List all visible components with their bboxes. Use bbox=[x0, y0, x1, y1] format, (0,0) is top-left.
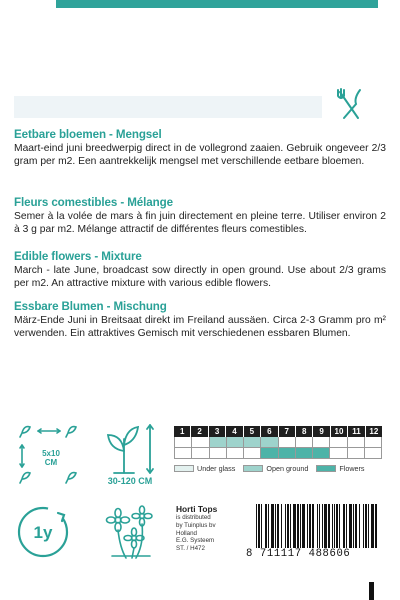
section-title: Essbare Blumen - Mischung bbox=[14, 300, 167, 313]
legend-label: Open ground bbox=[266, 464, 309, 473]
barcode-bar bbox=[365, 504, 367, 548]
flowers-icon bbox=[102, 504, 160, 562]
calendar-cell bbox=[175, 448, 192, 458]
month-label: 4 bbox=[226, 426, 243, 437]
calendar-cell bbox=[227, 437, 244, 447]
barcode-bar bbox=[307, 504, 308, 548]
calendar-cell bbox=[330, 448, 347, 458]
spacing-label bbox=[36, 449, 66, 467]
calendar-cell bbox=[227, 448, 244, 458]
edge-mark bbox=[369, 582, 374, 600]
spacing-value: 5x10 bbox=[42, 449, 60, 458]
barcode-bar bbox=[363, 504, 364, 548]
barcode-bar bbox=[300, 504, 301, 548]
brand-line: E.G. Systeem bbox=[176, 537, 215, 545]
calendar-legend bbox=[174, 464, 382, 473]
barcode-bar bbox=[349, 504, 352, 548]
barcode-bar bbox=[359, 504, 360, 548]
section-fr bbox=[14, 196, 386, 236]
calendar-cell bbox=[313, 437, 330, 447]
section-body: Semer à la volée de mars à fin juin directement en pleine terre. Utiliser environ 2 à 3 g par m2. Mélange attractif de différentes fleurs comestibles. bbox=[14, 211, 386, 235]
barcode-bar bbox=[336, 504, 338, 548]
barcode-bar bbox=[368, 504, 369, 548]
calendar-row-open-ground bbox=[174, 437, 382, 448]
barcode-bar bbox=[328, 504, 330, 548]
barcode-bar bbox=[309, 504, 311, 548]
month-label: 1 bbox=[174, 426, 191, 437]
variety-name-box bbox=[14, 96, 322, 118]
calendar-cell bbox=[296, 448, 313, 458]
calendar-cell bbox=[210, 437, 227, 447]
barcode-number: 8 711117 488606 bbox=[246, 548, 351, 560]
brand-line: ST. / H472 bbox=[176, 545, 205, 553]
barcode-bar bbox=[261, 504, 262, 548]
barcode-bar bbox=[346, 504, 347, 548]
month-label: 11 bbox=[348, 426, 365, 437]
calendar-cell bbox=[175, 437, 192, 447]
calendar-cell bbox=[330, 437, 347, 447]
barcode-bar bbox=[256, 504, 257, 548]
legend-label: Under glass bbox=[197, 464, 236, 473]
calendar-cell bbox=[244, 448, 261, 458]
section-title: Fleurs comestibles - Mélange bbox=[14, 196, 173, 209]
height-range: 30-120 CM bbox=[107, 476, 153, 486]
spacing-unit: CM bbox=[44, 458, 58, 467]
calendar-cell bbox=[261, 448, 278, 458]
brand-line: Holland bbox=[176, 529, 197, 537]
annual-cycle-icon bbox=[16, 505, 70, 559]
barcode-bar bbox=[324, 504, 327, 548]
barcode-bar bbox=[334, 504, 335, 548]
month-label: 12 bbox=[369, 427, 379, 436]
barcode-bar bbox=[265, 504, 267, 548]
barcode-bar bbox=[353, 504, 354, 548]
legend-label: Flowers bbox=[339, 464, 365, 473]
barcode-bar bbox=[319, 504, 320, 548]
section-nl bbox=[14, 128, 386, 168]
barcode-bar bbox=[275, 504, 276, 548]
distributor-info bbox=[176, 504, 248, 553]
calendar-cell bbox=[296, 437, 313, 447]
barcode-bar bbox=[332, 504, 333, 548]
calendar-row-flowers bbox=[174, 448, 382, 459]
calendar-cell bbox=[313, 448, 330, 458]
barcode-bar bbox=[277, 504, 279, 548]
barcode-bar bbox=[312, 504, 314, 548]
brand-name: Horti Tops bbox=[176, 504, 218, 514]
barcode-bar bbox=[322, 504, 323, 548]
month-label: 3 bbox=[209, 426, 226, 437]
barcode-bar bbox=[271, 504, 274, 548]
barcode-bar bbox=[371, 504, 374, 548]
brand-line: is distributed bbox=[176, 514, 211, 521]
barcode-bar bbox=[343, 504, 345, 548]
section-body: Maart-eind juni breedwerpig direct in de vollegrond zaaien. Gebruik ongeveer 2/3 gram per m2. Een aantrekkelijk mengsel met verschillende eetbare bloemen. bbox=[14, 143, 386, 167]
section-title: Edible flowers - Mixture bbox=[14, 250, 142, 263]
calendar-months bbox=[174, 426, 382, 437]
fork-knife-icon bbox=[334, 86, 366, 122]
month-label: 2 bbox=[191, 426, 208, 437]
barcode-bar bbox=[317, 504, 318, 548]
barcode-bar bbox=[297, 504, 299, 548]
month-label: 7 bbox=[279, 426, 296, 437]
barcode-bar bbox=[355, 504, 357, 548]
calendar-cell bbox=[348, 448, 365, 458]
month-label: 9 bbox=[313, 426, 330, 437]
barcode-bar bbox=[287, 504, 289, 548]
calendar-cell bbox=[192, 437, 209, 447]
barcode-bar bbox=[281, 504, 282, 548]
month-label: 5 bbox=[244, 426, 261, 437]
barcode-bar bbox=[302, 504, 305, 548]
section-title: Eetbare bloemen - Mengsel bbox=[14, 128, 162, 141]
barcode-bar bbox=[339, 504, 340, 548]
month-label: 10 bbox=[331, 426, 348, 437]
top-color-bar bbox=[56, 0, 378, 8]
lifecycle-label: 1y bbox=[33, 523, 53, 542]
calendar-cell bbox=[210, 448, 227, 458]
calendar-cell bbox=[244, 437, 261, 447]
calendar-cell bbox=[365, 448, 382, 458]
sowing-calendar bbox=[174, 426, 382, 473]
calendar-cell bbox=[365, 437, 382, 447]
barcode bbox=[254, 504, 378, 548]
legend-swatch-open-ground bbox=[243, 465, 263, 472]
legend-swatch-flowers bbox=[316, 465, 336, 472]
brand-line: by Tuinplus bv bbox=[176, 521, 216, 529]
calendar-cell bbox=[279, 448, 296, 458]
section-en bbox=[14, 250, 386, 290]
calendar-cell bbox=[261, 437, 278, 447]
legend-swatch-under-glass bbox=[174, 465, 194, 472]
barcode-bar bbox=[293, 504, 296, 548]
month-label: 6 bbox=[261, 426, 278, 437]
month-label: 8 bbox=[296, 426, 313, 437]
barcode-bar bbox=[290, 504, 291, 548]
section-de bbox=[14, 300, 386, 340]
calendar-cell bbox=[348, 437, 365, 447]
barcode-bar bbox=[268, 504, 269, 548]
section-body: March - late June, broadcast sow directly in open ground. Use about 2/3 grams per m2. An attractive mixture with various edible flowers. bbox=[14, 265, 386, 289]
calendar-cell bbox=[279, 437, 296, 447]
section-body: März-Ende Juni in Breitsaat direkt im Freiland aussäen. Circa 2-3 Gramm pro m² verwenden. Ein attraktives Gemisch mit verschiedenen essbaren Blumen. bbox=[14, 315, 386, 339]
barcode-bar bbox=[258, 504, 260, 548]
barcode-bar bbox=[375, 504, 377, 548]
barcode-bar bbox=[285, 504, 286, 548]
calendar-cell bbox=[192, 448, 209, 458]
